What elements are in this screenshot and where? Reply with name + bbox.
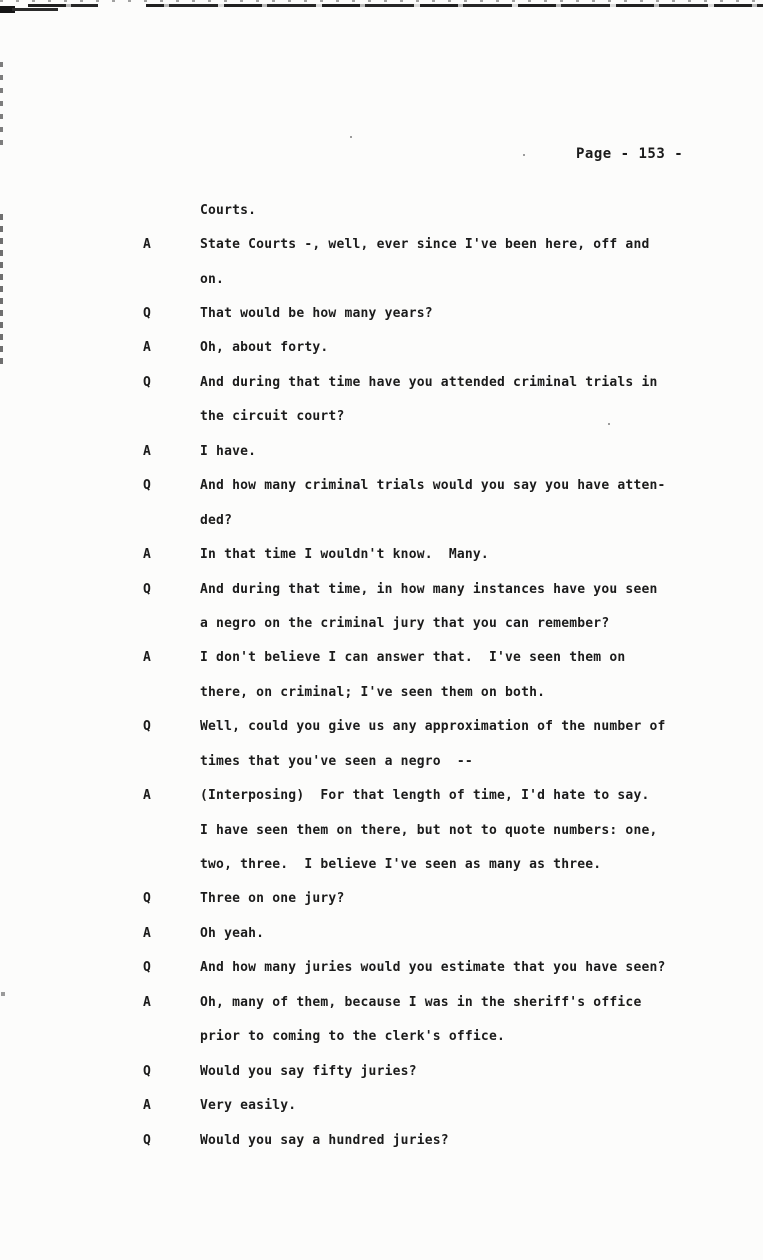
transcript-line — [143, 951, 743, 985]
line-text: And during that time, in how many instances have you seen — [200, 581, 658, 597]
transcript-line — [143, 1123, 743, 1157]
scan-speck — [350, 136, 352, 138]
speaker-label: Q — [143, 581, 151, 597]
transcript-line — [143, 744, 743, 778]
speaker-label: Q — [143, 1063, 151, 1079]
scan-speck — [523, 154, 525, 156]
scan-artifact-left-ticks-upper — [0, 62, 3, 146]
speaker-label: Q — [143, 1132, 151, 1148]
speaker-label: A — [143, 650, 151, 666]
speaker-label: Q — [143, 478, 151, 494]
transcript-line — [143, 227, 743, 261]
speaker-label: A — [143, 237, 151, 253]
line-text: Oh, about forty. — [200, 340, 329, 356]
line-text: Oh yeah. — [200, 925, 265, 941]
line-text: Courts. — [200, 202, 257, 218]
transcript-line — [143, 193, 743, 227]
transcript-line — [143, 296, 743, 330]
line-text: ded? — [200, 512, 233, 528]
line-text: on. — [200, 271, 225, 287]
line-text: I have. — [200, 443, 257, 459]
line-text: I have seen them on there, but not to quote numbers: one, — [200, 822, 658, 838]
transcript-line — [143, 985, 743, 1019]
transcript-line — [143, 778, 743, 812]
line-text: the circuit court? — [200, 409, 345, 425]
speaker-label: Q — [143, 374, 151, 390]
transcript-line — [143, 400, 743, 434]
line-text: Very easily. — [200, 1098, 297, 1114]
scan-artifact-corner-mark-2 — [12, 8, 58, 11]
transcript-line — [143, 916, 743, 950]
transcript-line — [143, 434, 743, 468]
speaker-label: A — [143, 340, 151, 356]
speaker-label: Q — [143, 719, 151, 735]
transcript-line — [143, 813, 743, 847]
speaker-label: Q — [143, 960, 151, 976]
line-text: Well, could you give us any approximation of the number of — [200, 719, 666, 735]
transcript-line — [143, 1088, 743, 1122]
line-text: And during that time have you attended criminal trials in — [200, 374, 658, 390]
transcript-line — [143, 606, 743, 640]
scan-artifact-left-tick-lower — [1, 992, 5, 996]
line-text: In that time I wouldn't know. Many. — [200, 547, 489, 563]
speaker-label: Q — [143, 306, 151, 322]
line-text: And how many criminal trials would you say you have atten- — [200, 478, 666, 494]
line-text: Oh, many of them, because I was in the sheriff's office — [200, 994, 642, 1010]
speaker-label: A — [143, 994, 151, 1010]
scan-artifact-left-ticks-mid — [0, 214, 3, 364]
line-text: two, three. I believe I've seen as many as three. — [200, 857, 602, 873]
line-text: times that you've seen a negro -- — [200, 753, 473, 769]
line-text: I don't believe I can answer that. I've seen them on — [200, 650, 626, 666]
line-text: (Interposing) For that length of time, I'd hate to say. — [200, 788, 650, 804]
scan-artifact-top-dots — [0, 0, 763, 2]
line-text: And how many juries would you estimate that you have seen? — [200, 960, 666, 976]
speaker-label: Q — [143, 891, 151, 907]
line-text: prior to coming to the clerk's office. — [200, 1029, 506, 1045]
speaker-label: A — [143, 547, 151, 563]
speaker-label: A — [143, 1098, 151, 1114]
speaker-label: A — [143, 925, 151, 941]
transcript-line — [143, 641, 743, 675]
transcript-line — [143, 262, 743, 296]
line-text: Three on one jury? — [200, 891, 345, 907]
speaker-label: A — [143, 788, 151, 804]
transcript-line — [143, 675, 743, 709]
transcript-line — [143, 882, 743, 916]
line-text: Would you say fifty juries? — [200, 1063, 417, 1079]
scan-artifact-top-line-gap — [98, 3, 146, 9]
page-number-header: Page - 153 - — [576, 146, 684, 162]
transcript-line — [143, 572, 743, 606]
line-text: Would you say a hundred juries? — [200, 1132, 449, 1148]
line-text: a negro on the criminal jury that you can remember? — [200, 615, 610, 631]
transcript-line — [143, 847, 743, 881]
line-text: That would be how many years? — [200, 306, 433, 322]
transcript-body — [143, 193, 743, 1157]
transcript-line — [143, 503, 743, 537]
transcript-line — [143, 331, 743, 365]
transcript-line — [143, 1054, 743, 1088]
speaker-label: A — [143, 443, 151, 459]
line-text: State Courts -, well, ever since I've been here, off and — [200, 237, 650, 253]
transcript-line — [143, 710, 743, 744]
transcript-line — [143, 1020, 743, 1054]
transcript-line — [143, 469, 743, 503]
transcript-line — [143, 365, 743, 399]
transcript-line — [143, 537, 743, 571]
line-text: there, on criminal; I've seen them on both. — [200, 684, 546, 700]
